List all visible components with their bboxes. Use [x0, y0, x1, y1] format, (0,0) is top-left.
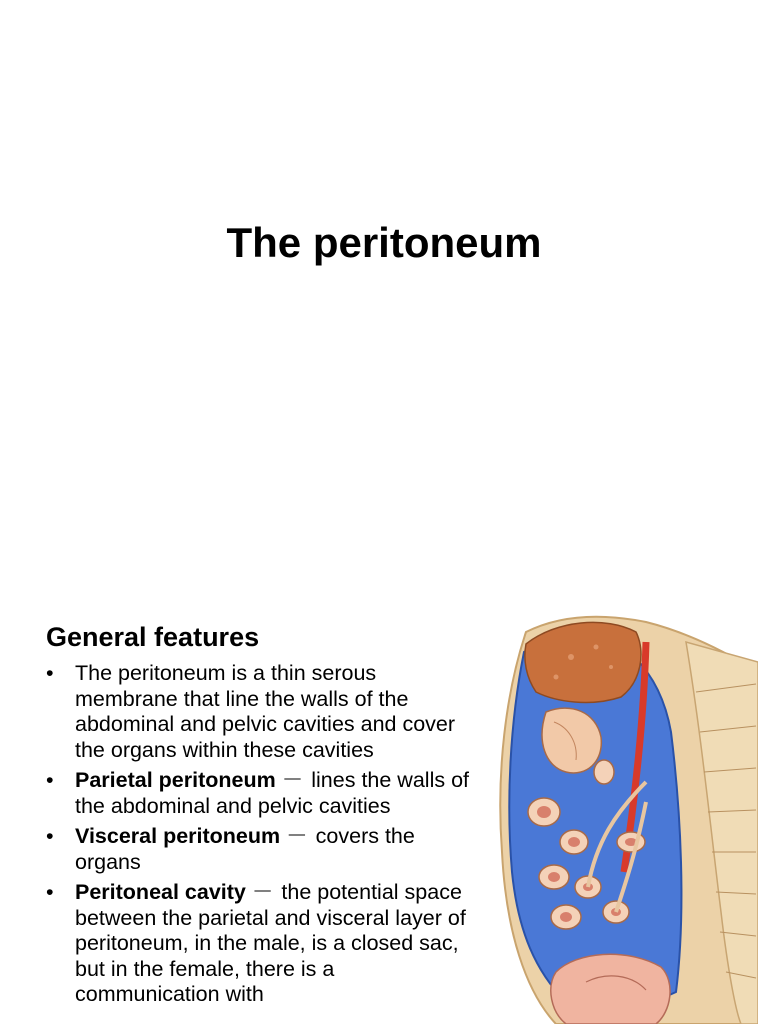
pelvic-organs [551, 954, 670, 1024]
liver [525, 622, 641, 702]
bullet-dot: • [46, 768, 54, 792]
bullet-dot: • [46, 880, 54, 904]
bullet-item [46, 661, 476, 763]
bullet-term: Peritoneal cavity [75, 880, 246, 904]
slide-title: The peritoneum [226, 219, 542, 266]
bullet-list [46, 661, 476, 1013]
bullet-text: covers the organs [75, 824, 415, 874]
peritoneum-illustration [496, 612, 758, 1024]
bullet-text: the potential space between the parietal and visceral layer of peritoneum, in the male, is a closed sac, but in the female, there is a communication with [75, 880, 466, 1006]
bullet-dot: • [46, 661, 54, 685]
bullet-term: Visceral peritoneum [75, 824, 281, 848]
bullet-item [46, 880, 476, 1008]
bullet-item [46, 824, 476, 875]
bullet-dot: • [46, 824, 54, 848]
bullet-text: lines the walls of the abdominal and pelvic cavities [75, 768, 469, 818]
bullet-term: Parietal peritoneum [75, 768, 276, 792]
bullet-dash: － [281, 768, 304, 792]
bullet-dash: － [251, 880, 274, 904]
bullet-text: The peritoneum is a thin serous membrane that line the walls of the abdominal and pelvic cavities and cover the organs within these cavities [75, 661, 456, 762]
section-heading: General features [46, 622, 260, 652]
bullet-item [46, 768, 476, 819]
bullet-dash: － [286, 824, 308, 848]
